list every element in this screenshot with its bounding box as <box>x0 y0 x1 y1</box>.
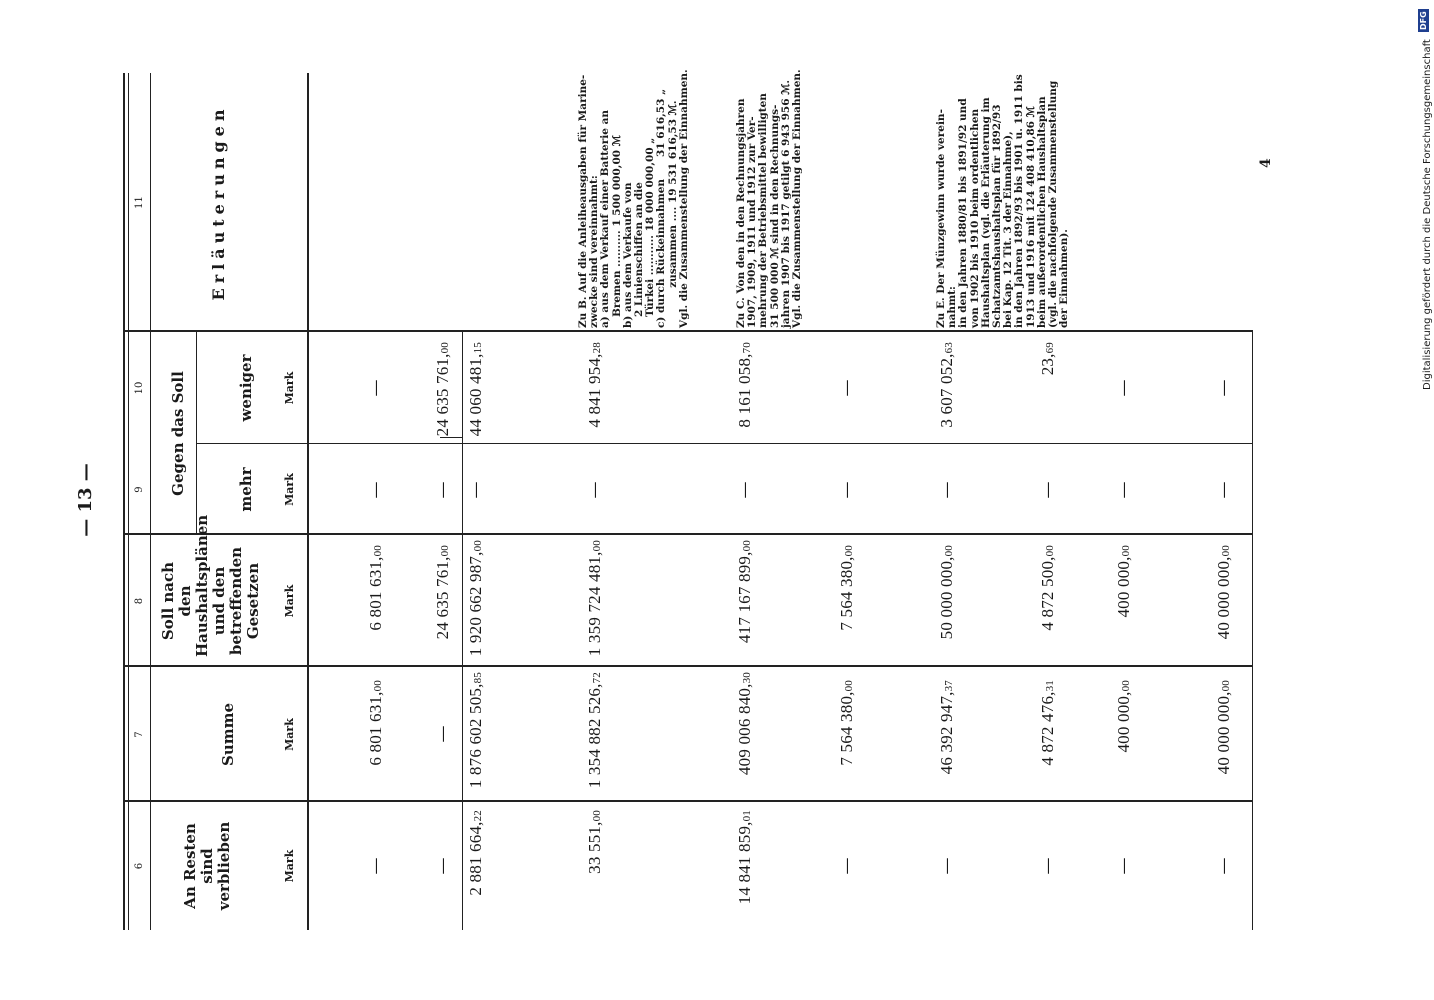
row0-col6: — <box>366 857 386 875</box>
column-number-7: 7 <box>134 731 145 738</box>
row5-col8: 7 564 380,00 <box>837 545 856 631</box>
table-bottom-rule <box>1252 332 1253 930</box>
row4-col9: — <box>735 481 755 499</box>
row7-col9: — <box>1038 481 1058 499</box>
row4-col6: 14 841 859,01 <box>735 810 754 905</box>
row2-col9: — <box>466 481 486 499</box>
row3-col10: 4 841 954,28 <box>585 342 604 428</box>
row2-col8: 1 920 662 987,00 <box>466 540 485 657</box>
row9-col7: 40 000 000,00 <box>1214 680 1233 775</box>
row7-col8: 4 872 500,00 <box>1038 545 1057 631</box>
column-number-6: 6 <box>134 862 145 870</box>
unit-col8: Mark <box>283 584 296 618</box>
header-col8: Soll nach den Haushaltsplänen und den betreffenden Gesetzen <box>159 514 262 657</box>
row2-col10: 44 060 481,15 <box>466 342 485 437</box>
row4-col8: 417 167 899,00 <box>735 540 754 644</box>
row9-col6: — <box>1214 857 1234 875</box>
row9-col10: — <box>1214 379 1234 397</box>
header-group-gegen-das-soll: Gegen das Soll <box>169 371 187 496</box>
row7-col6: — <box>1038 857 1058 875</box>
unit-col6: Mark <box>283 849 296 883</box>
row4-col7: 409 006 840,30 <box>735 672 754 776</box>
header-col11: Erläuterungen <box>209 104 228 301</box>
row2-col6: 2 881 664,22 <box>466 810 485 896</box>
row2-col7: 1 876 602 505,85 <box>466 672 485 789</box>
row5-col6: — <box>837 857 857 875</box>
column-number-9: 9 <box>134 486 145 493</box>
row5-col10: — <box>837 379 857 397</box>
row1-col10: 24 635 761,00 <box>433 342 452 437</box>
note-c: Zu C. Von den in den Rechnungsjahren 1907, 1909, 1911 und 1912 zur Ver- mehrung der Betriebsmittel bewilligten 31 500 000 ℳ sind in den Rechnungs- jahren 1907 bis 1917 getilgt 6 943 956 ℳ. Vgl. die Zusammenstellung der Einnahmen. <box>735 69 804 328</box>
row6-col10: 3 607 052,63 <box>937 342 956 428</box>
digitization-credit: Digitalisierung gefördert durch die Deutsche Forschungsgemeinschaft <box>1422 39 1433 390</box>
row0-col10: — <box>366 379 386 397</box>
row6-col9: — <box>937 481 957 499</box>
row1-col8: 24 635 761,00 <box>433 545 452 640</box>
row3-col8: 1 359 724 481,00 <box>585 540 604 657</box>
note-b: Zu B. Auf die Anleiheausgaben für Marine- zwecke sind vereinnahmt: a) aus dem Verkauf einer Batterie an Bremen .......... 1 500 000,00 ℳ b) aus dem Verkaufe von 2 Linienschiffen an die Türkei ........... 18 000 000,00 „ c) durch Rückeinnahmen 31 616,53 „ zusammen .... 19 531 616,53 ℳ. Vgl. die Zusammenstellung der Einnahmen. <box>577 69 690 328</box>
row1-col6: — <box>433 857 453 875</box>
header-col7: Summe <box>219 702 237 767</box>
row5-col7: 7 564 380,00 <box>837 680 856 766</box>
row0-col8: 6 801 631,00 <box>366 545 385 631</box>
unit-col7: Mark <box>283 718 296 751</box>
row3-col6: 33 551,00 <box>585 810 604 874</box>
row8-col8: 400 000,00 <box>1114 545 1133 618</box>
row9-col9: — <box>1214 481 1234 499</box>
column-number-11: 11 <box>134 196 145 209</box>
header-col6: An Resten sind verblieben <box>181 821 233 911</box>
row1-col9: — <box>433 481 453 499</box>
footnote-mark: 4 <box>1258 158 1274 168</box>
row5-col9: — <box>837 481 857 499</box>
row0-col9: — <box>366 481 386 499</box>
subtotal-rule <box>462 332 463 930</box>
row0-col7: 6 801 631,00 <box>366 680 385 766</box>
row9-col8: 40 000 000,00 <box>1214 545 1233 640</box>
page-number: — 13 — <box>75 463 96 537</box>
row6-col6: — <box>937 857 957 875</box>
unit-col9: Mark <box>283 473 296 506</box>
header-col10: weniger <box>237 354 255 422</box>
row8-col6: — <box>1114 857 1134 875</box>
row1-col7: — <box>433 725 453 743</box>
row6-col7: 46 392 947,37 <box>937 680 956 775</box>
column-number-8: 8 <box>134 597 145 605</box>
unit-col10: Mark <box>283 371 296 405</box>
row8-col7: 400 000,00 <box>1114 680 1133 753</box>
dfg-logo: DFG <box>1419 11 1428 30</box>
header-col9: mehr <box>237 467 255 512</box>
row8-col10: — <box>1114 379 1134 397</box>
row4-col10: 8 161 058,70 <box>735 342 754 428</box>
row6-col8: 50 000 000,00 <box>937 545 956 640</box>
row8-col9: — <box>1114 481 1134 499</box>
note-e: Zu E. Der Münzgewinn wurde verein- nahmt: in den Jahren 1880/81 bis 1891/92 und von 1902 bis 1910 beim ordentlichen Haushaltsplan (vgl. die Erläuterung im Schatzamtshaushaltsplan für 1892/93 bei Kap. 12 Tit. 3 der Einnahme), in den Jahren 1892/93 bis 1901 u. 1911 bis 1913 und 1916 mit 124 408 410,86 ℳ beim außerordentlichen Haushaltsplan (vgl. die nachfolgende Zusammenstellung der Einnahmen). <box>935 74 1071 328</box>
row7-col7: 4 872 476,31 <box>1038 680 1057 766</box>
col9-col10-divider <box>196 443 1253 444</box>
row3-col9: — <box>585 481 605 499</box>
column-number-10: 10 <box>134 381 145 395</box>
group-header-rule <box>196 332 197 535</box>
row7-col10: 23,69 <box>1038 342 1057 376</box>
row3-col7: 1 354 882 526,72 <box>585 672 604 789</box>
